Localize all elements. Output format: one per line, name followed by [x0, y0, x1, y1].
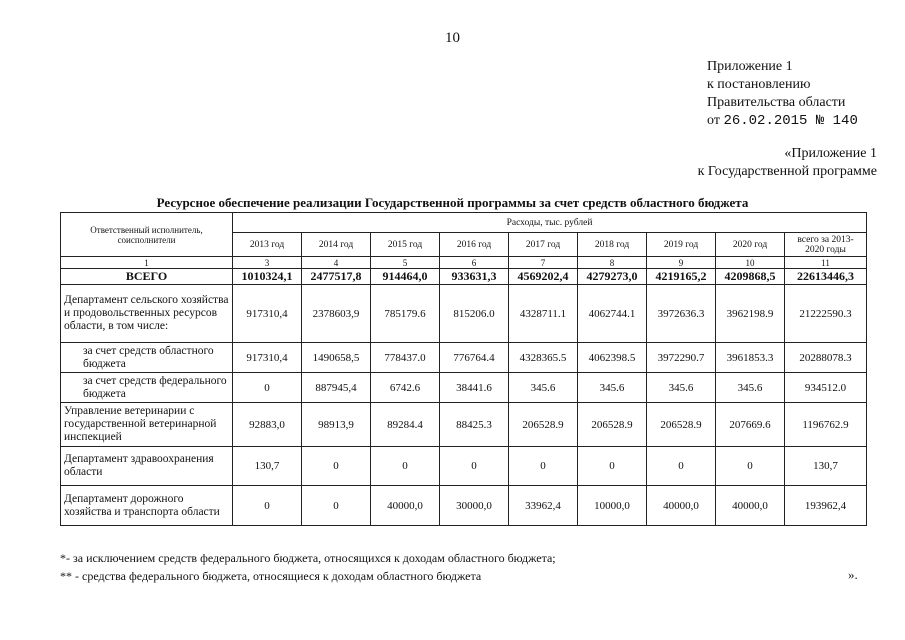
row-value-4: 345.6: [509, 373, 578, 403]
appendix-date-value: 26.02.2015 № 140: [723, 113, 858, 129]
row-value-4: 4328711.1: [509, 285, 578, 343]
column-index-0: 1: [61, 257, 233, 269]
column-index-1: 3: [233, 257, 302, 269]
table-row: [61, 285, 867, 343]
footnote-2: ** - средства федерального бюджета, относящиеся к доходам областного бюджета: [60, 569, 482, 583]
column-index-6: 8: [578, 257, 647, 269]
column-index-4: 6: [440, 257, 509, 269]
row-value-1: 98913,9: [302, 403, 371, 447]
appendix-inner-line-2: к Государственной программе: [697, 164, 877, 179]
row-value-3: 933631,3: [440, 269, 509, 285]
row-value-0: 0: [233, 373, 302, 403]
table-row: [61, 373, 867, 403]
row-value-4: 4328365.5: [509, 343, 578, 373]
row-value-6: 206528.9: [647, 403, 716, 447]
row-value-5: 345.6: [578, 373, 647, 403]
row-value-7: 207669.6: [716, 403, 785, 447]
row-value-0: 1010324,1: [233, 269, 302, 285]
row-value-5: 4062744.1: [578, 285, 647, 343]
footnote-1: *- за исключением средств федерального бюджета, относящихся к доходам областного бюджета;: [60, 551, 556, 565]
row-value-2: 6742.6: [371, 373, 440, 403]
row-value-2: 914464,0: [371, 269, 440, 285]
row-value-3: 38441.6: [440, 373, 509, 403]
page-number: 10: [445, 30, 460, 46]
row-label: Департамент дорожного хозяйства и транспорта области: [61, 486, 233, 526]
row-value-7: 40000,0: [716, 486, 785, 526]
row-value-7: 3961853.3: [716, 343, 785, 373]
column-index-9: 11: [785, 257, 867, 269]
row-value-7: 4209868,5: [716, 269, 785, 285]
appendix-line-2: к постановлению: [707, 77, 811, 92]
header-year-0: 2013 год: [233, 233, 302, 257]
row-value-0: 917310,4: [233, 285, 302, 343]
row-value-8: 193962,4: [785, 486, 867, 526]
row-value-2: 40000,0: [371, 486, 440, 526]
document-title: Ресурсное обеспечение реализации Государственной программы за счет средств областного бюджета: [156, 195, 749, 210]
header-row-1: [61, 213, 867, 233]
row-value-8: 22613446,3: [785, 269, 867, 285]
table-row: [61, 403, 867, 447]
footnotes: [60, 549, 556, 585]
row-value-3: 30000,0: [440, 486, 509, 526]
column-index-8: 10: [716, 257, 785, 269]
row-value-2: 785179.6: [371, 285, 440, 343]
table-row: [61, 447, 867, 486]
header-year-3: 2016 год: [440, 233, 509, 257]
header-year-6: 2019 год: [647, 233, 716, 257]
row-value-7: 0: [716, 447, 785, 486]
row-label: Управление ветеринарии с государственной ветеринарной инспекцией: [61, 403, 233, 447]
row-value-4: 0: [509, 447, 578, 486]
row-value-3: 88425.3: [440, 403, 509, 447]
header-year-8: всего за 2013-2020 годы: [785, 233, 867, 257]
row-value-0: 92883,0: [233, 403, 302, 447]
row-value-6: 3972636.3: [647, 285, 716, 343]
header-year-1: 2014 год: [302, 233, 371, 257]
row-label: ВСЕГО: [61, 269, 233, 285]
row-value-1: 887945,4: [302, 373, 371, 403]
table-body: [61, 269, 867, 526]
row-value-5: 0: [578, 447, 647, 486]
row-value-2: 89284.4: [371, 403, 440, 447]
column-index-7: 9: [647, 257, 716, 269]
appendix-block: [707, 58, 858, 130]
table-row-total: [61, 269, 867, 285]
resource-table: [60, 212, 867, 526]
appendix-inner-block: [698, 145, 877, 181]
header-year-2: 2015 год: [371, 233, 440, 257]
row-value-6: 345.6: [647, 373, 716, 403]
row-label: Департамент здравоохранения области: [61, 447, 233, 486]
closing-quote-mark: ».: [848, 567, 858, 582]
row-value-2: 778437.0: [371, 343, 440, 373]
row-value-6: 3972290.7: [647, 343, 716, 373]
column-index-5: 7: [509, 257, 578, 269]
column-index-row: [61, 257, 867, 269]
row-value-8: 130,7: [785, 447, 867, 486]
row-value-4: 33962,4: [509, 486, 578, 526]
row-value-5: 4279273,0: [578, 269, 647, 285]
appendix-inner-line-1: «Приложение 1: [784, 146, 877, 161]
row-value-5: 10000,0: [578, 486, 647, 526]
column-index-2: 4: [302, 257, 371, 269]
row-value-3: 0: [440, 447, 509, 486]
row-value-4: 4569202,4: [509, 269, 578, 285]
row-label: за счет средств областного бюджета: [61, 343, 233, 373]
row-value-5: 4062398.5: [578, 343, 647, 373]
header-year-4: 2017 год: [509, 233, 578, 257]
appendix-date-line: [707, 112, 858, 130]
row-value-1: 2477517,8: [302, 269, 371, 285]
row-value-5: 206528.9: [578, 403, 647, 447]
table-row: [61, 343, 867, 373]
row-value-6: 40000,0: [647, 486, 716, 526]
row-value-3: 815206.0: [440, 285, 509, 343]
header-year-7: 2020 год: [716, 233, 785, 257]
row-value-7: 345.6: [716, 373, 785, 403]
header-expenses: Расходы, тыс. рублей: [233, 213, 867, 233]
row-value-4: 206528.9: [509, 403, 578, 447]
row-label: за счет средств федерального бюджета: [61, 373, 233, 403]
column-index-3: 5: [371, 257, 440, 269]
row-value-6: 4219165,2: [647, 269, 716, 285]
row-value-2: 0: [371, 447, 440, 486]
row-value-1: 1490658,5: [302, 343, 371, 373]
row-value-0: 917310,4: [233, 343, 302, 373]
appendix-line-1: Приложение 1: [707, 59, 793, 74]
row-value-0: 0: [233, 486, 302, 526]
row-value-6: 0: [647, 447, 716, 486]
row-value-0: 130,7: [233, 447, 302, 486]
row-value-8: 20288078.3: [785, 343, 867, 373]
table-row: [61, 486, 867, 526]
row-value-1: 0: [302, 447, 371, 486]
header-responsible: Ответственный исполнитель, соисполнители: [61, 213, 233, 257]
row-value-1: 0: [302, 486, 371, 526]
row-value-1: 2378603,9: [302, 285, 371, 343]
row-value-8: 21222590.3: [785, 285, 867, 343]
row-value-7: 3962198.9: [716, 285, 785, 343]
row-value-8: 934512.0: [785, 373, 867, 403]
row-label: Департамент сельского хозяйства и продовольственных ресурсов области, в том числе:: [61, 285, 233, 343]
row-value-3: 776764.4: [440, 343, 509, 373]
row-value-8: 1196762.9: [785, 403, 867, 447]
appendix-line-3: Правительства области: [707, 95, 846, 110]
header-year-5: 2018 год: [578, 233, 647, 257]
appendix-date-prefix: от: [707, 113, 720, 128]
